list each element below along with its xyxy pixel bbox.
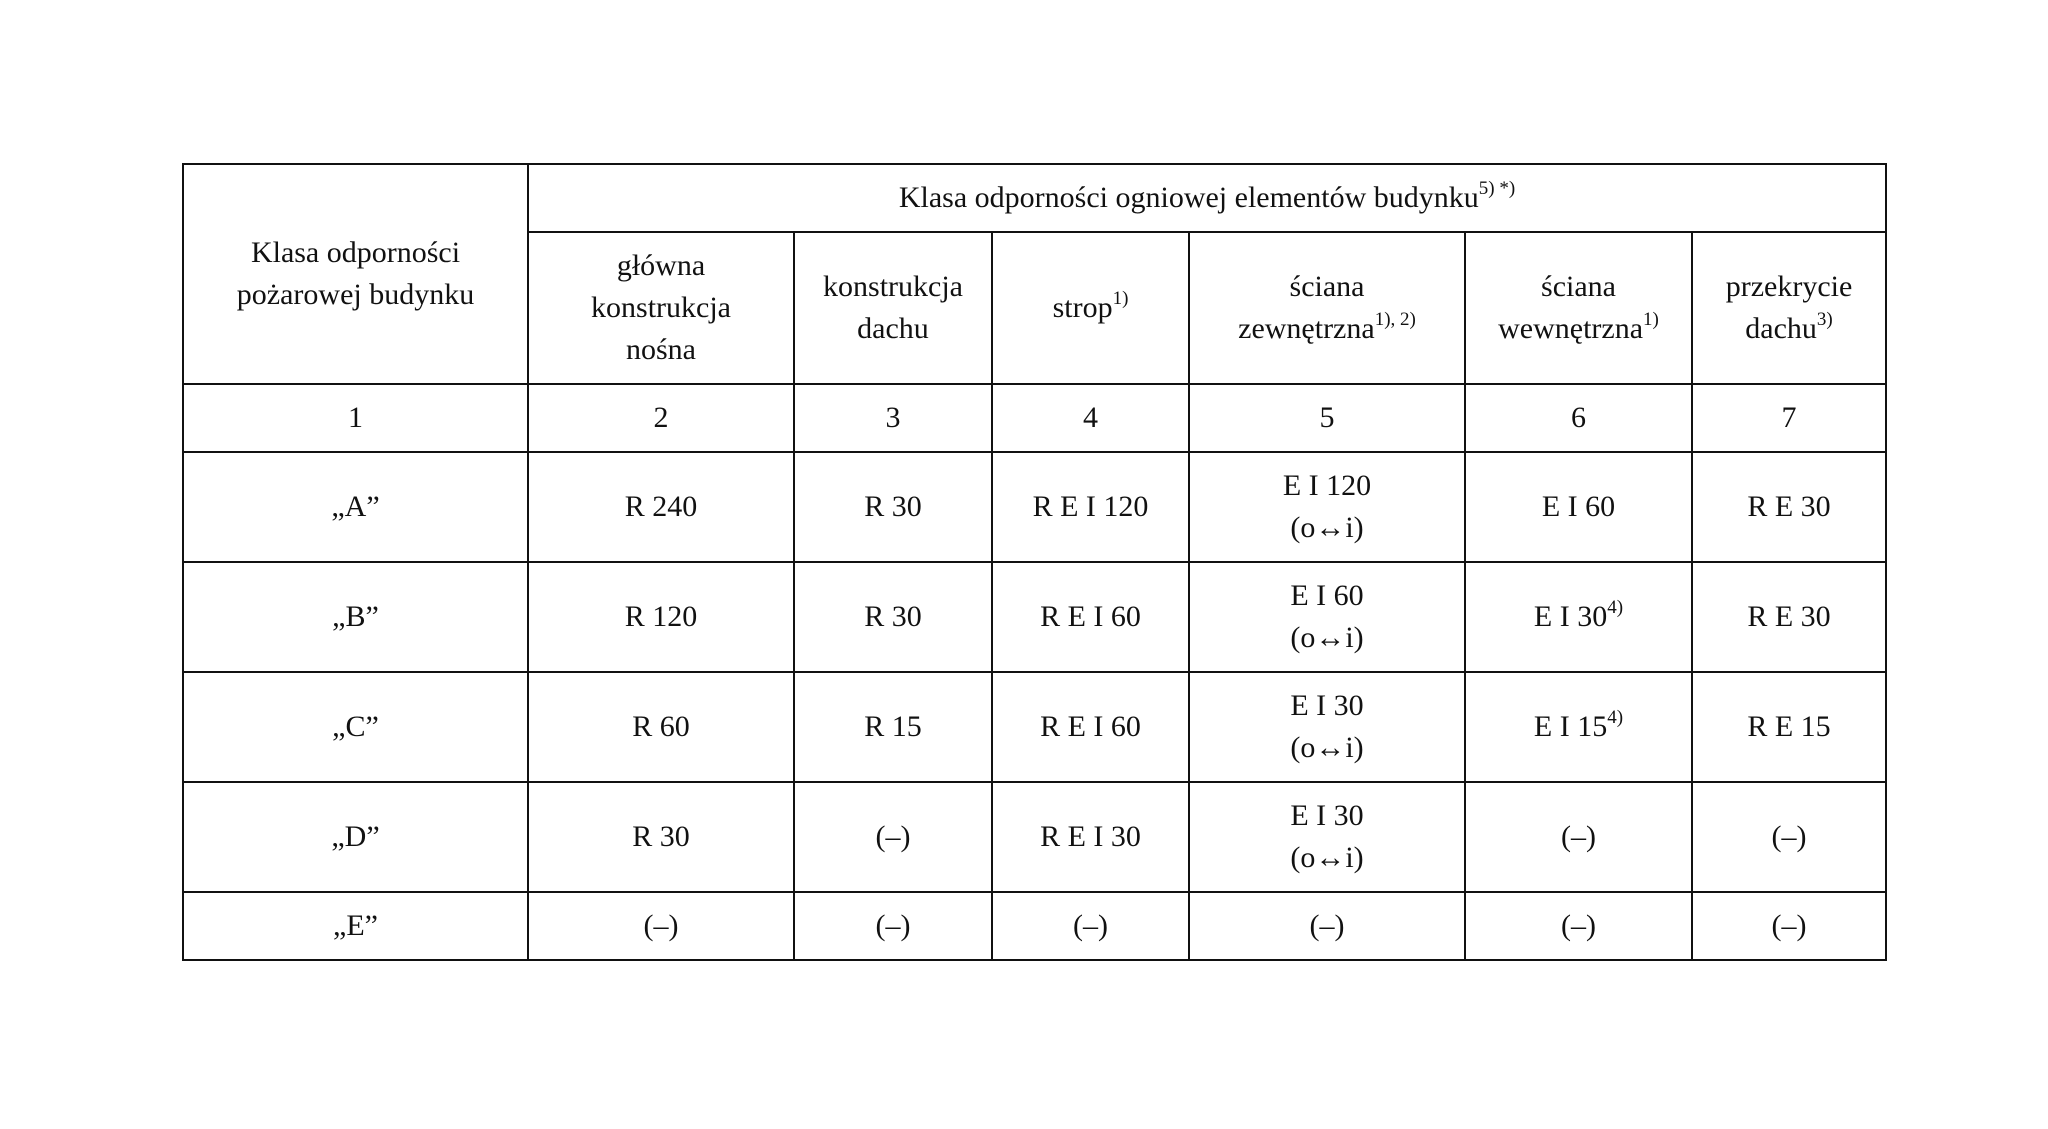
header-column-label: główna konstrukcja nośna [591, 249, 731, 366]
cell-value: R E I 30 [1040, 820, 1141, 853]
cell-value: E I 60 [1541, 490, 1616, 523]
cell-value: R 30 [864, 490, 922, 523]
header-column-label: ściana zewnętrzna [1238, 270, 1375, 345]
header-column-label: strop [1052, 291, 1113, 324]
table-cell [992, 892, 1189, 960]
cell-value: R 240 [624, 490, 698, 523]
class-label: „A” [183, 452, 528, 562]
table-cell [528, 562, 794, 672]
table-row-class-e [183, 892, 1886, 960]
column-number: 3 [794, 384, 992, 452]
column-number: 6 [1465, 384, 1692, 452]
cell-value: R E 30 [1747, 490, 1831, 523]
table-cell [1189, 782, 1465, 892]
table-cell [794, 782, 992, 892]
cell-value: (–) [1771, 909, 1807, 942]
table-cell [794, 892, 992, 960]
table-row-class-b [183, 562, 1886, 672]
table-cell [1189, 672, 1465, 782]
cell-value: R 30 [864, 600, 922, 633]
header-column-2 [528, 232, 794, 384]
header-column-6 [1465, 232, 1692, 384]
table-cell [992, 562, 1189, 672]
header-group-text: Klasa odporności ogniowej elementów budynku [898, 181, 1479, 214]
cell-value: E I 15 [1533, 710, 1608, 743]
cell-value: (–) [1561, 909, 1596, 942]
column-number: 4 [992, 384, 1189, 452]
header-column-4 [992, 232, 1189, 384]
header-column-label: ściana wewnętrzna [1498, 270, 1644, 345]
table-cell [794, 562, 992, 672]
cell-value: E I 30 (o↔i) [1290, 689, 1364, 764]
table-cell [992, 672, 1189, 782]
table-cell [1189, 562, 1465, 672]
header-column-label: konstrukcja dachu [823, 270, 963, 345]
table-cell [992, 452, 1189, 562]
footnote-marker: 1), 2) [1374, 309, 1416, 330]
cell-value: (–) [1309, 909, 1345, 942]
cell-value: (–) [875, 820, 911, 853]
table-cell [528, 452, 794, 562]
table-row-class-c [183, 672, 1886, 782]
table-cell [528, 782, 794, 892]
footnote-marker: 4) [1607, 597, 1624, 618]
table-cell [1189, 892, 1465, 960]
table-cell [1692, 892, 1886, 960]
footnote-marker: 3) [1816, 309, 1833, 330]
fire-resistance-table [182, 163, 1887, 961]
table-cell [794, 452, 992, 562]
cell-value: (–) [1561, 820, 1596, 853]
header-column-3 [794, 232, 992, 384]
footnote-marker: 4) [1607, 707, 1624, 728]
class-label: „D” [183, 782, 528, 892]
header-group-footnote: 5) *) [1478, 178, 1516, 199]
table-cell [992, 782, 1189, 892]
cell-value: (–) [875, 909, 911, 942]
cell-value: R 60 [632, 710, 690, 743]
table-cell [1465, 562, 1692, 672]
header-row [183, 164, 1886, 232]
header-class-column: Klasa odporności pożarowej budynku [183, 164, 528, 384]
cell-value: (–) [1073, 909, 1108, 942]
footnote-marker: 1) [1643, 309, 1659, 330]
cell-value: E I 60 (o↔i) [1290, 579, 1364, 654]
cell-value: E I 30 (o↔i) [1290, 799, 1364, 874]
cell-value: R 15 [864, 710, 922, 743]
table-cell [1465, 452, 1692, 562]
cell-value: R 120 [624, 600, 698, 633]
cell-value: R E I 60 [1040, 600, 1141, 633]
cell-value: E I 30 [1533, 600, 1608, 633]
header-column-5 [1189, 232, 1465, 384]
table-cell [1692, 672, 1886, 782]
table-cell [528, 672, 794, 782]
table-cell [1465, 892, 1692, 960]
table-cell [1692, 452, 1886, 562]
table-cell [1189, 452, 1465, 562]
table-cell [528, 892, 794, 960]
table-cell [1692, 562, 1886, 672]
cell-value: R E I 120 [1032, 490, 1149, 523]
footnote-marker: 1) [1112, 288, 1129, 309]
column-number: 7 [1692, 384, 1886, 452]
column-number: 2 [528, 384, 794, 452]
cell-value: (–) [643, 909, 679, 942]
cell-value: E I 120 (o↔i) [1282, 469, 1372, 544]
table-cell [1465, 672, 1692, 782]
table-cell [794, 672, 992, 782]
cell-value: R E 15 [1747, 710, 1831, 743]
table-cell [1465, 782, 1692, 892]
column-number-row [183, 384, 1886, 452]
cell-value: (–) [1771, 820, 1807, 853]
header-column-7 [1692, 232, 1886, 384]
column-number: 5 [1189, 384, 1465, 452]
table-row-class-d [183, 782, 1886, 892]
cell-value: R E 30 [1747, 600, 1831, 633]
column-number: 1 [183, 384, 528, 452]
class-label: „B” [183, 562, 528, 672]
cell-value: R 30 [632, 820, 690, 853]
header-group [528, 164, 1886, 232]
cell-value: R E I 60 [1040, 710, 1141, 743]
class-label: „C” [183, 672, 528, 782]
class-label: „E” [183, 892, 528, 960]
table-cell [1692, 782, 1886, 892]
header-column-label: przekrycie dachu [1725, 270, 1853, 345]
table-row-class-a [183, 452, 1886, 562]
